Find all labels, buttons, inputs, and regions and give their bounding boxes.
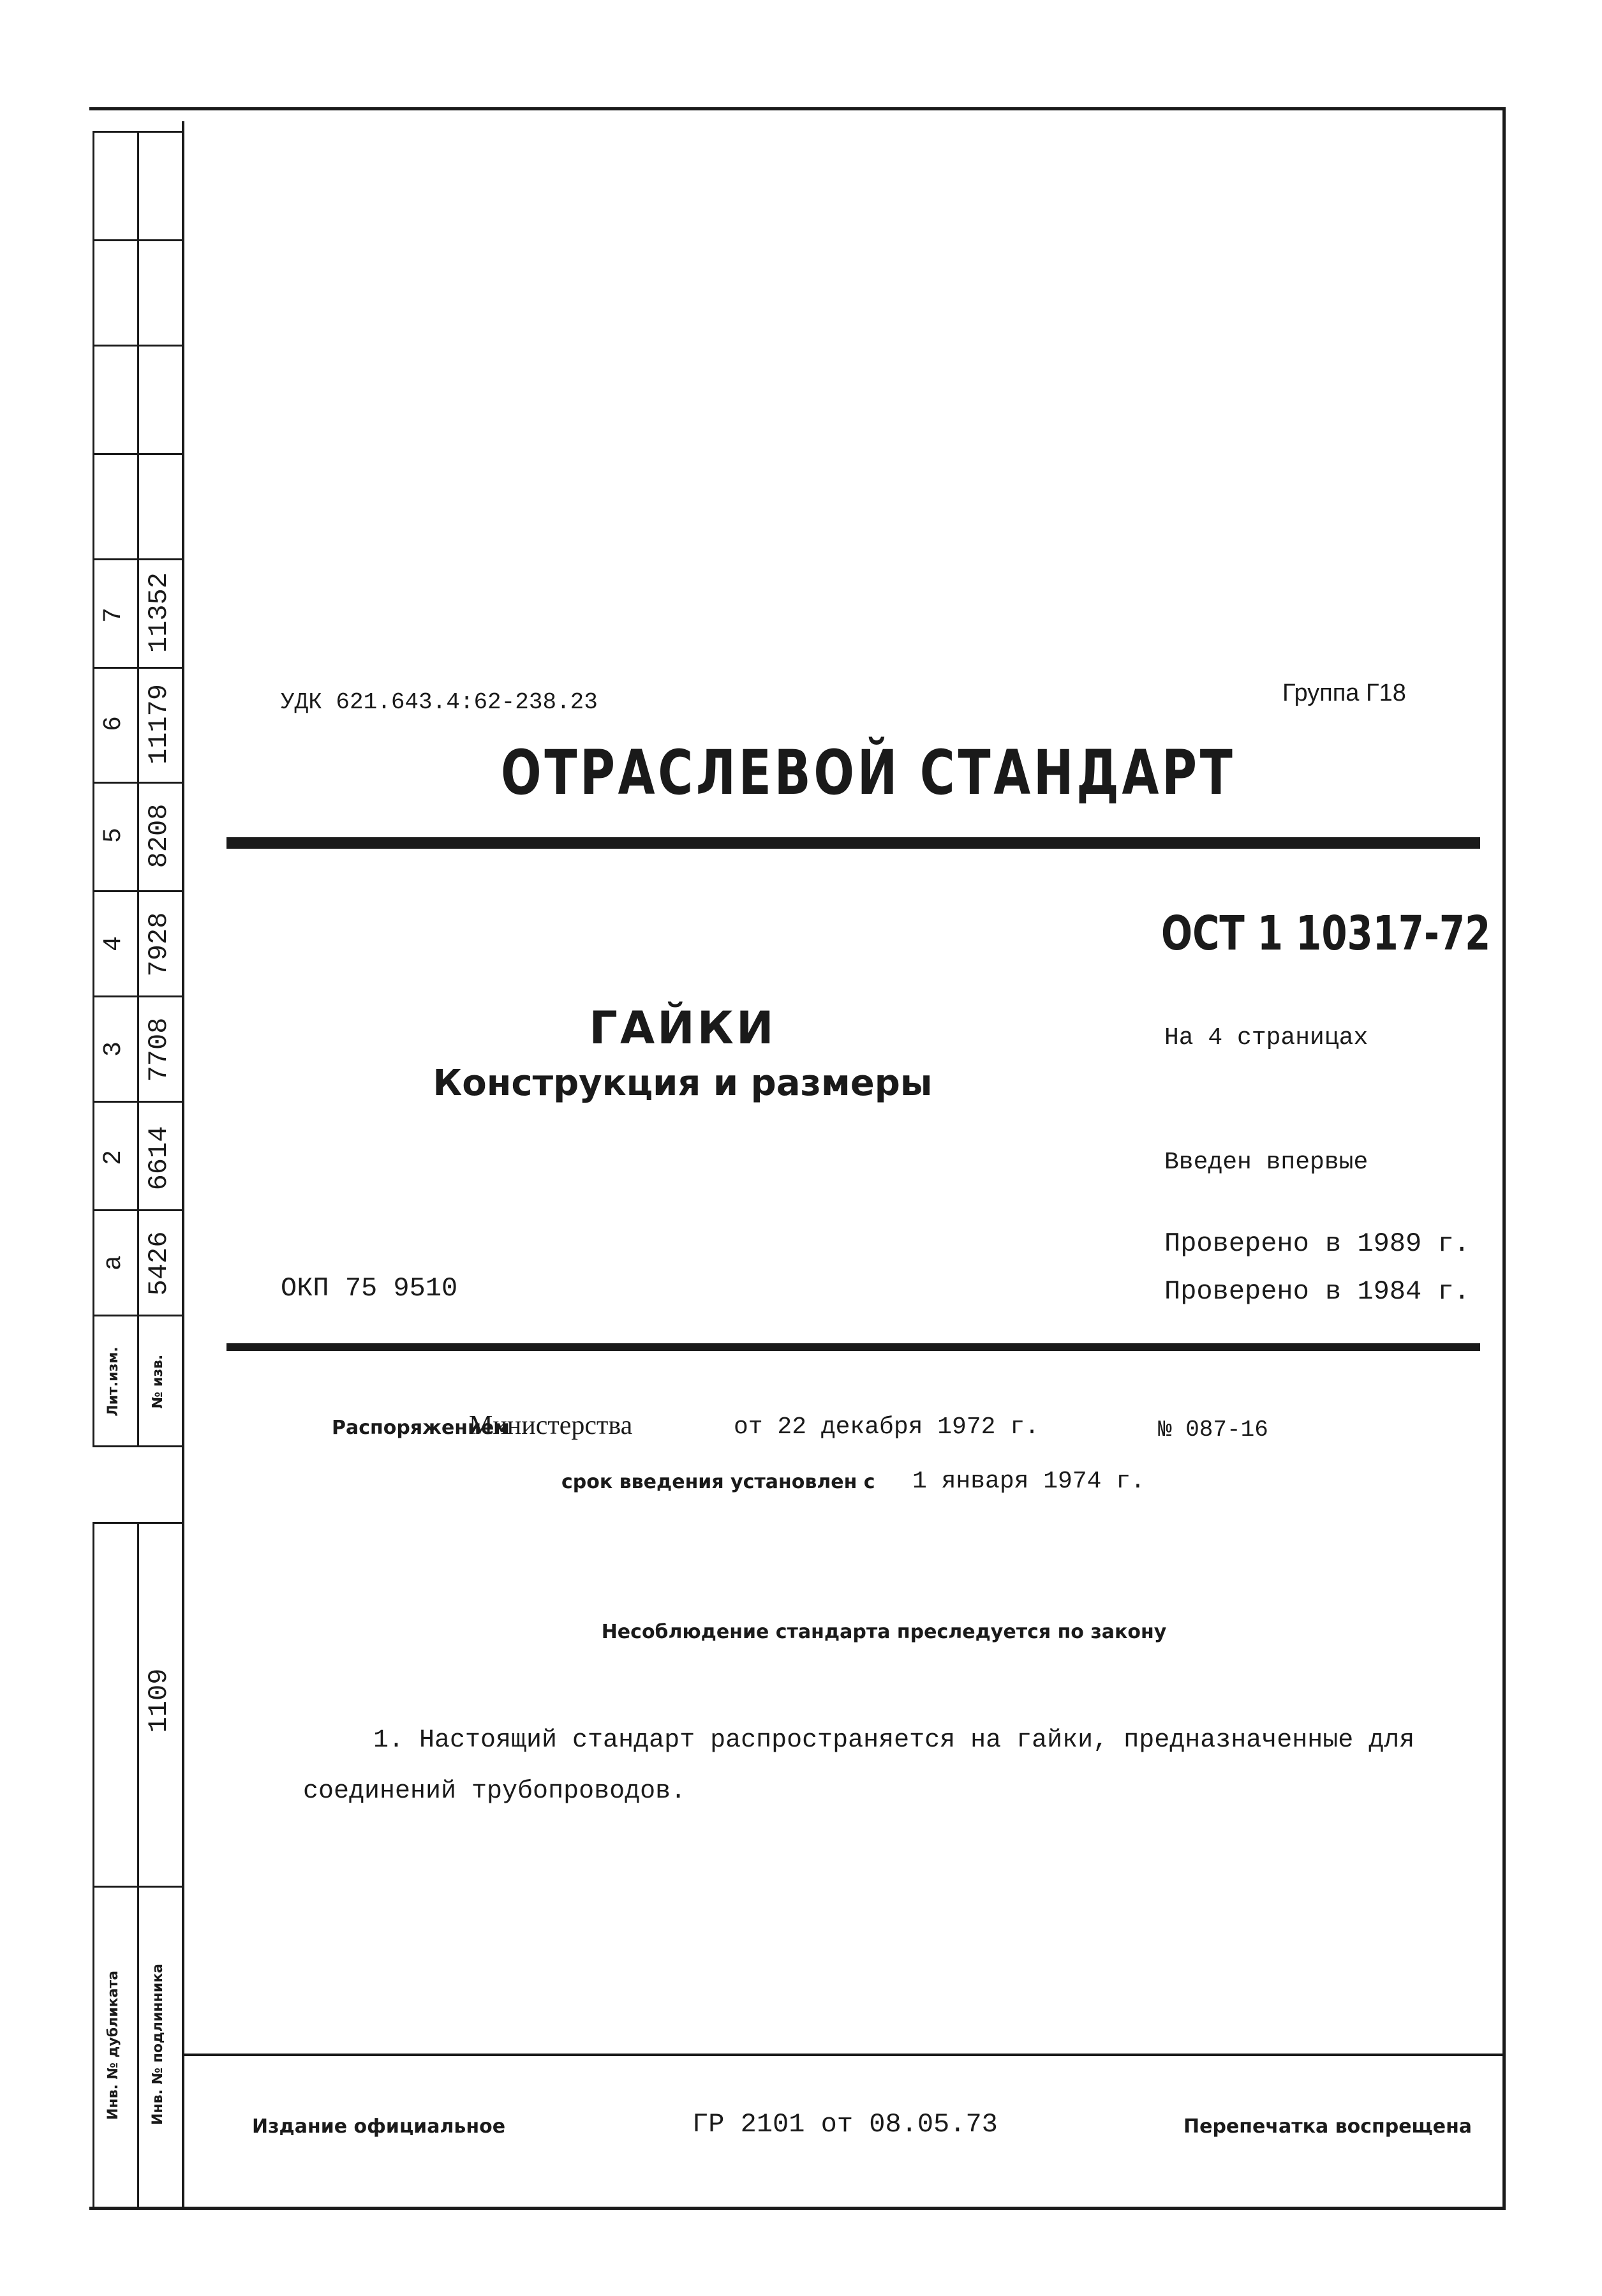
rev-hline (93, 1315, 183, 1316)
okp-code: ОКП 75 9510 (281, 1273, 458, 1304)
checked-1984: Проверено в 1984 г. (1164, 1276, 1470, 1307)
subject-title: ГАЙКИ (589, 1002, 776, 1054)
rev-hline (93, 453, 183, 455)
group-code: Группа Г18 (1282, 680, 1406, 706)
frame-top (89, 107, 1506, 110)
introduced-note: Введен впервые (1164, 1149, 1368, 1176)
archive-label-original: Инв. № подлинника (150, 1964, 166, 2125)
pages-count: На 4 страницах (1164, 1024, 1368, 1052)
clause-1-line-2: соединений трубопроводов. (303, 1777, 686, 1806)
thick-rule-bottom (226, 1343, 1480, 1351)
rev-change-number: 2 (100, 1150, 128, 1166)
archive-label-duplicate: Инв. № дубликата (105, 1970, 121, 2121)
rev-hline (93, 782, 183, 784)
frame-right (1502, 107, 1506, 2210)
rev-notice-number: 7708 (144, 1017, 174, 1082)
rev-notice-number: 11179 (144, 683, 174, 765)
frame-left-inner (182, 121, 184, 2208)
rev-hline (93, 131, 183, 133)
arch-hline (93, 1886, 183, 1888)
frame-bottom (89, 2207, 1506, 2210)
penalty-notice: Несоблюдение стандарта преследуется по закону (601, 1621, 1167, 1643)
footer-rule (183, 2054, 1504, 2056)
thick-rule-top (226, 837, 1480, 849)
arch-hline (93, 1522, 183, 1524)
rev-hline (93, 890, 183, 892)
rev-hline (93, 1209, 183, 1211)
rev-change-number: 7 (100, 608, 128, 623)
order-number: № 087-16 (1158, 1417, 1268, 1443)
rev-hline (93, 239, 183, 241)
rev-notice-number: 8208 (144, 803, 174, 868)
rev-hline (93, 558, 183, 560)
rev-change-number: 5 (100, 828, 128, 844)
deadline-date: 1 января 1974 г. (912, 1468, 1145, 1495)
clause-1-line-1: 1. Настоящий стандарт распространяется на гайки, предназначенные для (373, 1726, 1415, 1755)
main-title: ОТРАСЛЕВОЙ СТАНДАРТ (501, 737, 1236, 809)
footer-reprint-forbidden: Перепечатка воспрещена (1183, 2115, 1472, 2138)
rev-change-number: 6 (100, 716, 128, 732)
order-label: Распоряжением (332, 1417, 510, 1439)
footer-official-edition: Издание официальное (252, 2115, 506, 2138)
rev-notice-number: 11352 (144, 572, 174, 653)
udk-code: УДК 621.643.4:62-238.23 (281, 689, 598, 715)
rev-label-change: Лит.изм. (105, 1346, 121, 1417)
rev-hline (93, 345, 183, 347)
rev-hline (93, 995, 183, 997)
order-date: от 22 декабря 1972 г. (734, 1413, 1039, 1441)
rev-change-number: 4 (100, 936, 128, 952)
rev-label-notice: № изв. (150, 1354, 166, 1409)
archive-value: 1109 (144, 1668, 174, 1733)
rev-col-outer-left (93, 131, 94, 1445)
rev-notice-number: 6614 (144, 1126, 174, 1191)
rev-hline (93, 1445, 183, 1447)
rev-col-divider (137, 131, 139, 1445)
rev-change-number: 3 (100, 1041, 128, 1057)
ost-code: ОСТ 1 10317-72 (1161, 906, 1491, 961)
rev-change-number: а (100, 1255, 128, 1271)
deadline-label: срок введения установлен с (561, 1471, 875, 1493)
rev-hline (93, 667, 183, 669)
subject-subtitle: Конструкция и размеры (433, 1062, 933, 1104)
ministry: Министерства (469, 1411, 633, 1440)
rev-notice-number: 5426 (144, 1231, 174, 1296)
footer-registration: ГР 2101 от 08.05.73 (692, 2109, 998, 2140)
rev-notice-number: 7928 (144, 912, 174, 977)
checked-1989: Проверено в 1989 г. (1164, 1228, 1470, 1259)
